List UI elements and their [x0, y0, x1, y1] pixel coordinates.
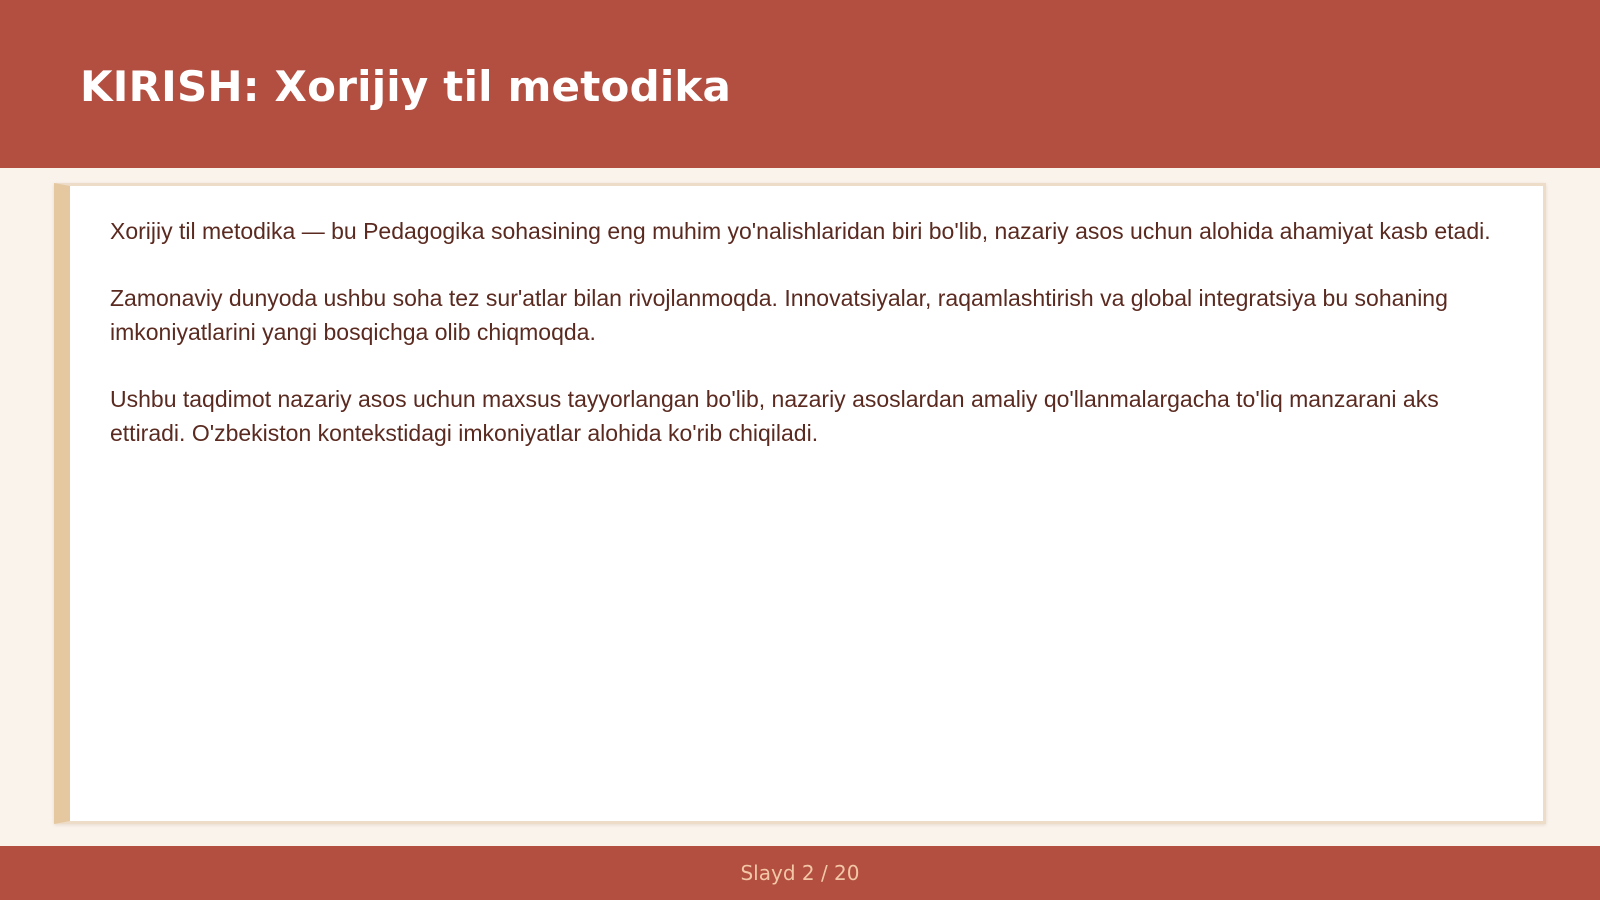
intro-paragraph: Xorijiy til metodika — bu Pedagogika sohasining eng muhim yo'nalishlaridan biri bo'lib, nazariy asos uchun alohida ahamiyat kasb etadi.	[110, 218, 1491, 244]
slide-counter: Slayd 2 / 20	[740, 861, 860, 885]
modern-world-paragraph: Zamonaviy dunyoda ushbu soha tez sur'atlar bilan rivojlanmoqda. Innovatsiyalar, raqamlashtirish va global integratsiya bu sohaning imkoniyatlarini yangi bosqichga olib chiqmoqda.	[110, 285, 1448, 345]
slide-title: KIRISH: Xorijiy til metodika	[80, 62, 732, 111]
content-card	[54, 183, 1546, 824]
content-body	[110, 214, 1507, 483]
slide-footer	[0, 846, 1600, 900]
presentation-purpose-paragraph: Ushbu taqdimot nazariy asos uchun maxsus tayyorlangan bo'lib, nazariy asoslardan amaliy qo'llanmalargacha to'liq manzarani aks ettiradi. O'zbekiston kontekstidagi imkoniyatlar alohida ko'rib chiqiladi.	[110, 386, 1439, 446]
slide-header	[0, 0, 1600, 168]
